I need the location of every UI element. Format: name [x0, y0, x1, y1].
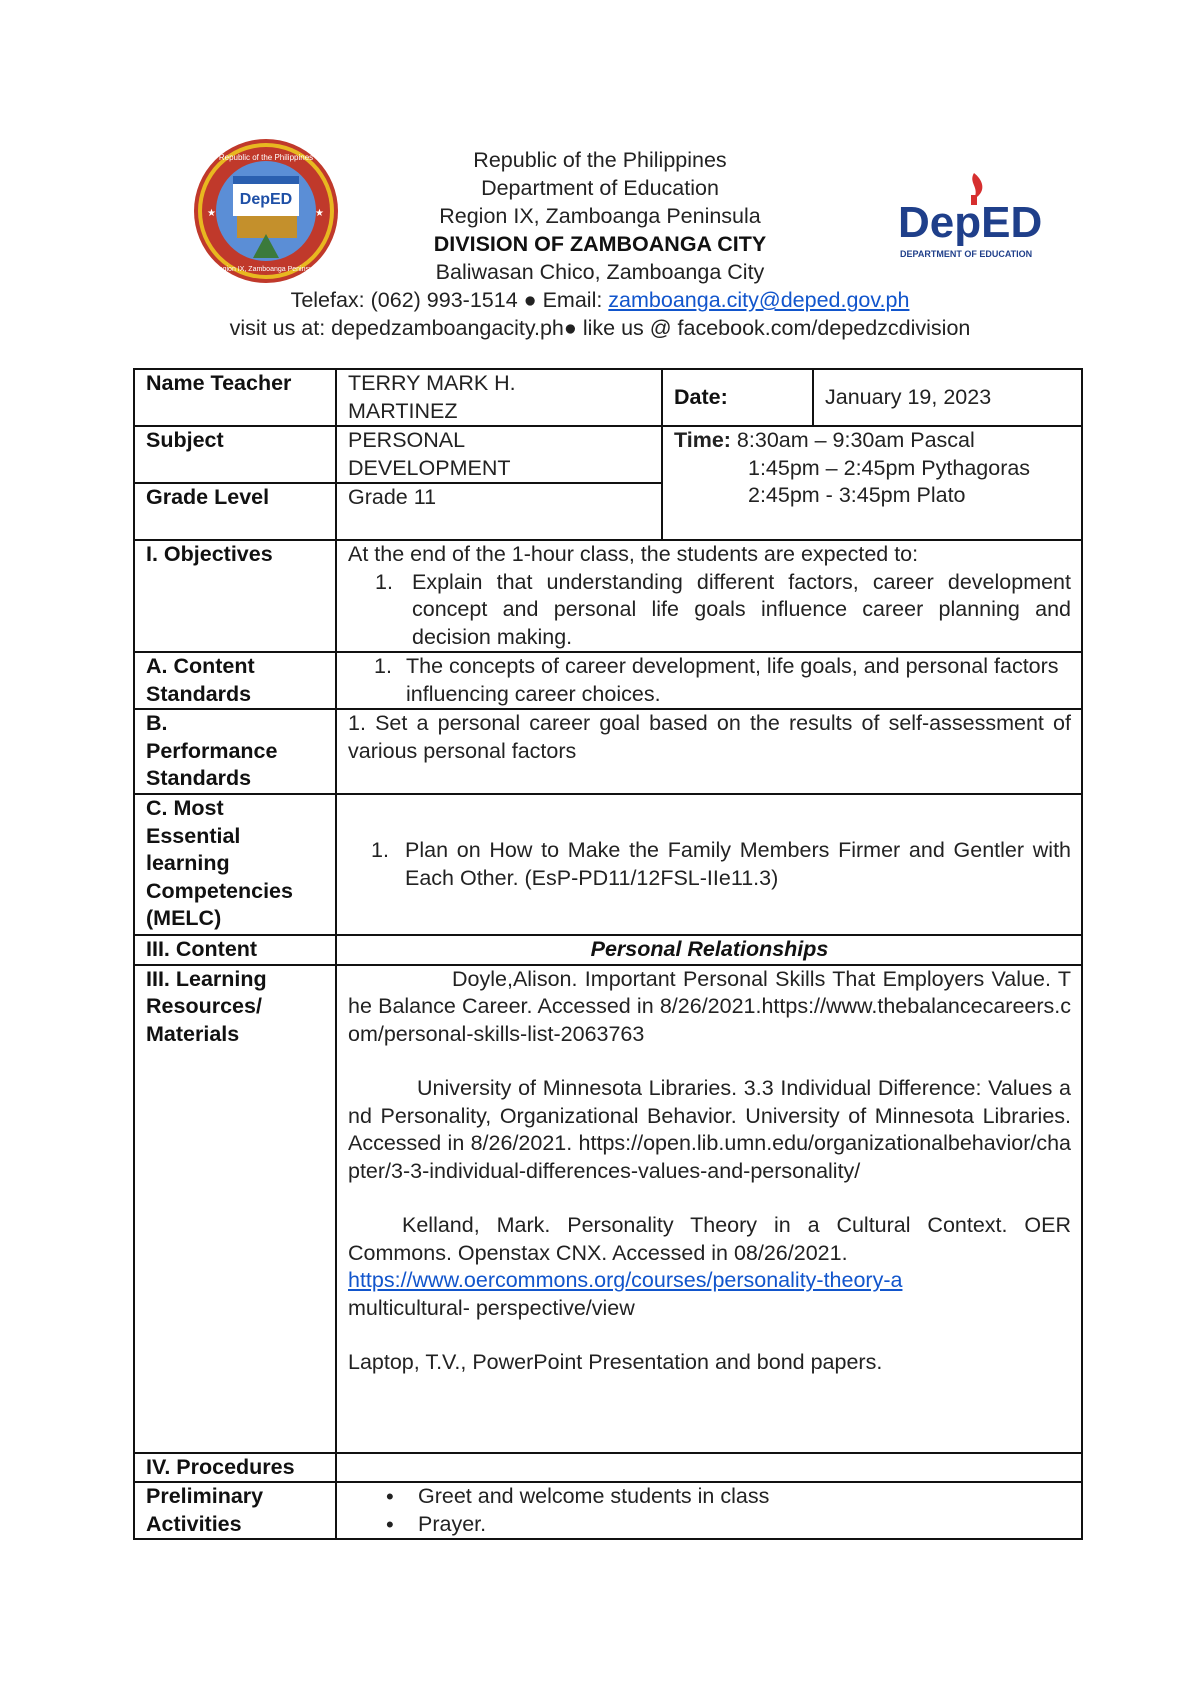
preliminary-activities-label: Preliminary Activities — [134, 1482, 336, 1539]
learning-resources-label: III. Learning Resources/ Materials — [134, 965, 336, 1453]
reference-1: Doyle,Alison. Important Personal Skills That Employers Value. The Balance Career. Accessed in 8/26/2021.https://www.thebalancecareers.com/personal-skills-list-2063763 — [348, 966, 1071, 1046]
time-slot-3: 2:45pm - 3:45pm Plato — [748, 483, 966, 507]
name-teacher-label: Name Teacher — [134, 369, 336, 426]
date-label: Date: — [662, 369, 813, 426]
time-cell — [662, 426, 1082, 540]
procedures-cell — [336, 1453, 1082, 1483]
time-label: Time: — [674, 428, 731, 452]
name-teacher-value: TERRY MARK H. MARTINEZ — [336, 369, 662, 426]
header-address: Baliwasan Chico, Zamboanga City — [435, 260, 765, 284]
table-row — [134, 369, 1082, 426]
preliminary-activities-cell — [336, 1482, 1082, 1539]
svg-text:★: ★ — [207, 208, 216, 219]
list-item: • Prayer. — [418, 1511, 1071, 1539]
performance-standards-cell: 1. Set a personal career goal based on the results of self-assessment of various personal factors — [336, 709, 1082, 794]
content-label: III. Content — [134, 935, 336, 965]
deped-wordmark: DepED — [898, 198, 1043, 247]
reference-3-link[interactable]: https://www.oercommons.org/courses/personality-theory-a — [348, 1268, 903, 1292]
learning-resources-cell — [336, 965, 1082, 1453]
list-item: 1. Plan on How to Make the Family Members Firmer and Gentler with Each Other. (EsP-PD11/12FSL-IIe11.3) — [371, 838, 1071, 890]
reference-2: University of Minnesota Libraries. 3.3 Individual Difference: Values and Personality, Organizational Behavior. University of Minnesota Libraries. Accessed in 8/26/2021. https://open.lib.umn.edu/organizationalbehavior/chapter/3-3-individual-differences-values-and-personality/ — [348, 1076, 1071, 1183]
header-republic: Republic of the Philippines — [473, 148, 727, 172]
seal-center-text: DepED — [239, 191, 293, 208]
grade-level-label: Grade Level — [134, 483, 336, 540]
content-standards-cell — [336, 652, 1082, 709]
preliminary-activities-list — [348, 1483, 1071, 1538]
objectives-intro: At the end of the 1-hour class, the students are expected to: — [348, 542, 919, 566]
reference-3: Kelland, Mark. Personality Theory in a Cultural Context. OER Commons. Openstax CNX. Accessed in 08/26/2021. — [348, 1213, 1071, 1265]
melc-label: C. Most Essential learning Competencies (MELC) — [134, 794, 336, 935]
header-contact — [0, 286, 1200, 314]
deped-subtitle: DEPARTMENT OF EDUCATION — [900, 249, 1033, 259]
materials-text: Laptop, T.V., PowerPoint Presentation and bond papers. — [348, 1350, 883, 1374]
content-standards-label: A. Content Standards — [134, 652, 336, 709]
objectives-cell — [336, 540, 1082, 652]
seal-top-text: Republic of the Philippines — [218, 153, 314, 162]
header-region: Region IX, Zamboanga Peninsula — [439, 204, 761, 228]
melc-cell — [336, 794, 1082, 935]
table-row — [134, 540, 1082, 652]
table-row — [134, 652, 1082, 709]
content-value: Personal Relationships — [336, 935, 1082, 965]
time-slot-2: 1:45pm – 2:45pm Pythagoras — [748, 455, 1031, 480]
time-slot-1: 8:30am – 9:30am Pascal — [730, 428, 975, 452]
table-row — [134, 965, 1082, 1453]
procedures-label: IV. Procedures — [134, 1453, 336, 1483]
table-row — [134, 1453, 1082, 1483]
telefax-text: Telefax: (062) 993-1514 ● Email: — [290, 288, 609, 312]
performance-standards-label: B. Performance Standards — [134, 709, 336, 794]
seal-bottom-text: Region IX, Zamboanga Peninsula — [213, 266, 319, 273]
email-link[interactable]: zamboanga.city@deped.gov.ph — [608, 288, 910, 312]
svg-text:★: ★ — [315, 208, 324, 219]
subject-value: PERSONAL DEVELOPMENT — [336, 426, 662, 483]
grade-level-value: Grade 11 — [336, 483, 662, 540]
table-row — [134, 709, 1082, 794]
header-visit: visit us at: depedzamboangacity.ph● like us @ facebook.com/depedzcdivision — [229, 316, 971, 340]
header-department: Department of Education — [481, 176, 719, 200]
date-value: January 19, 2023 — [813, 369, 1082, 426]
list-item: 1. The concepts of career development, life goals, and personal factors influencing career choices. — [374, 654, 1059, 706]
table-row — [134, 794, 1082, 935]
list-item: 1. Explain that understanding different factors, career development concept and personal life goals influence career planning and decision making. — [375, 569, 1071, 649]
lesson-plan-table — [133, 368, 1083, 1540]
header-division: DIVISION OF ZAMBOANGA CITY — [433, 232, 767, 256]
table-row — [134, 935, 1082, 965]
subject-label: Subject — [134, 426, 336, 483]
objectives-label: I. Objectives — [134, 540, 336, 652]
table-row — [134, 426, 1082, 483]
list-item: • Greet and welcome students in class — [418, 1483, 1071, 1511]
reference-3-tail: multicultural- perspective/view — [348, 1295, 635, 1320]
table-row — [134, 1482, 1082, 1539]
